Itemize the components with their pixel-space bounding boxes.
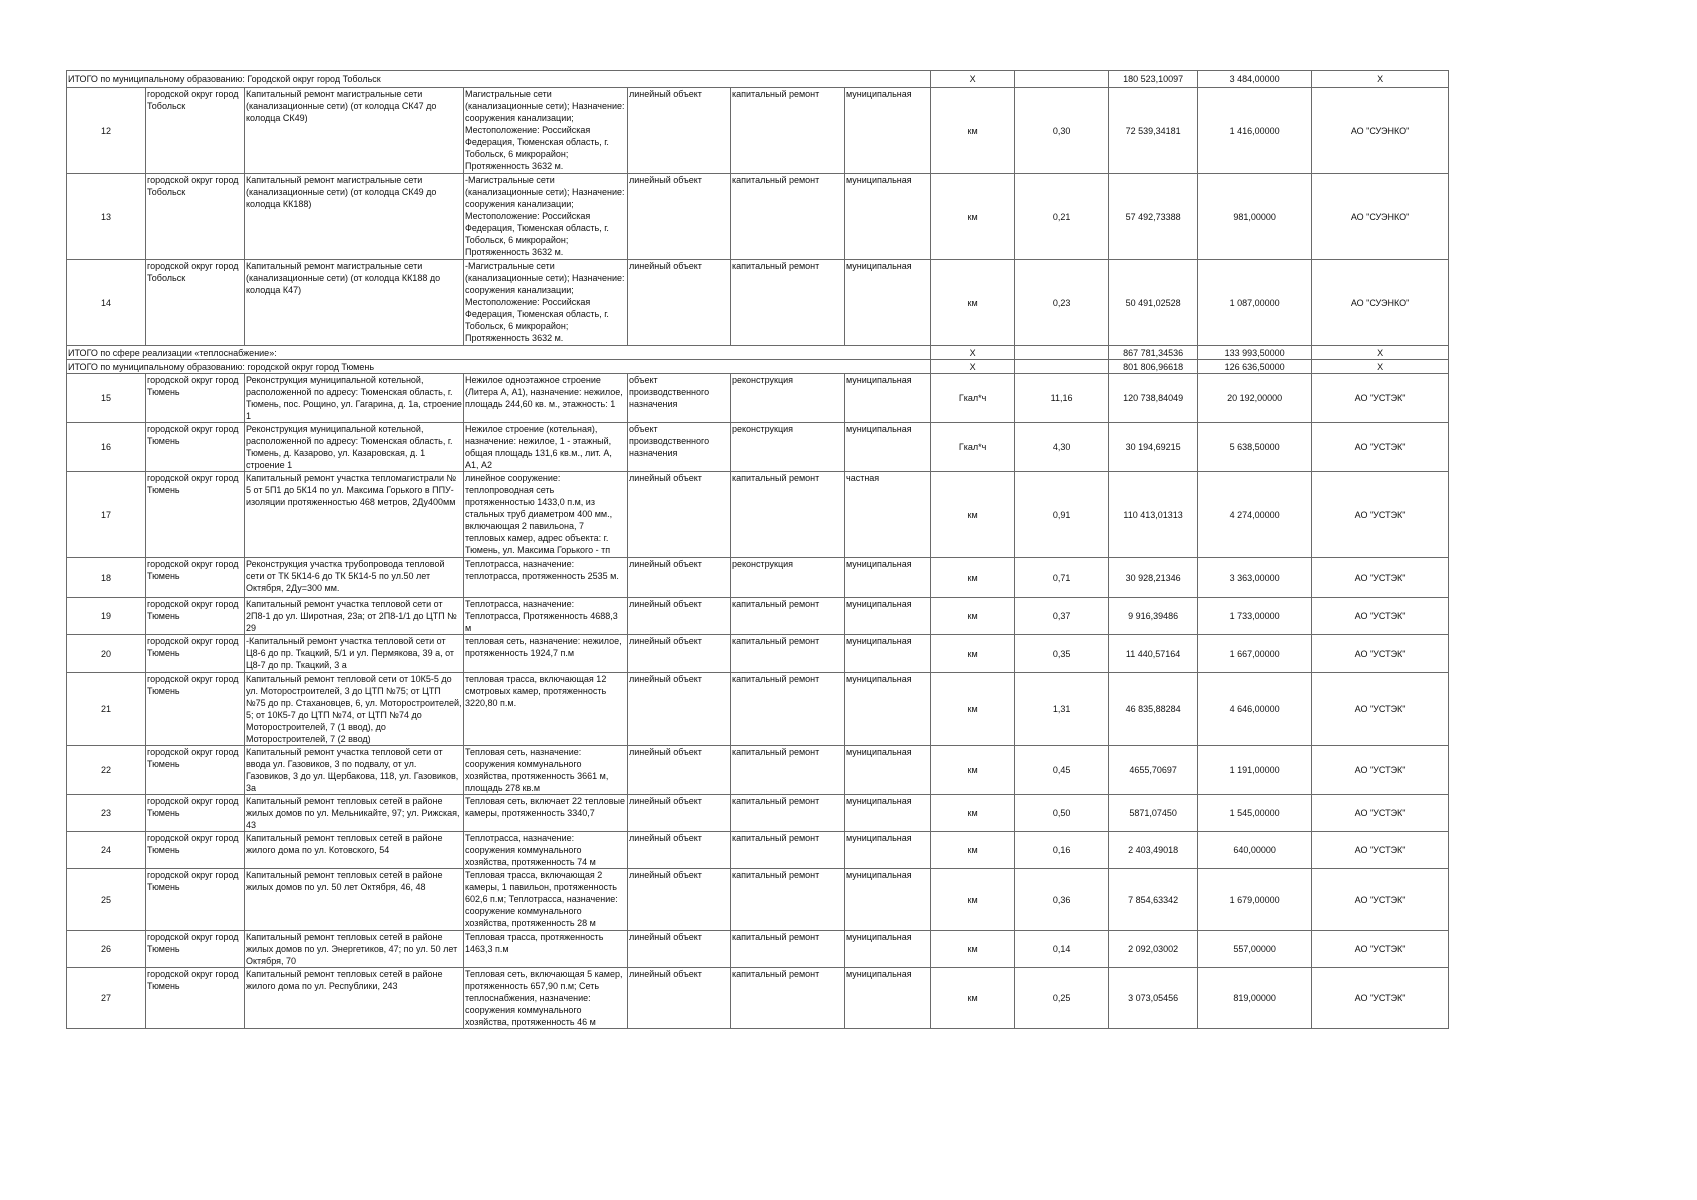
object-description-cell: Тепловая сеть, включает 22 тепловые камеры, протяженность 3340,7 (464, 795, 628, 832)
cost-cell: 7 854,63342 (1109, 869, 1198, 931)
organization-cell: АО "УСТЭК" (1312, 673, 1449, 746)
object-description-cell: Нежилое одноэтажное строение (Литера А, А1), назначение: нежилое, площадь 244,60 кв. м., этажность: 1 (464, 374, 628, 423)
capacity-cell: 981,00000 (1198, 174, 1312, 260)
cost-cell: 2 403,49018 (1109, 832, 1198, 869)
project-name-cell: Капитальный ремонт магистральные сети (канализационные сети) (от колодца КК188 до колодца К47) (245, 260, 464, 346)
quantity-cell: 0,37 (1015, 598, 1109, 635)
table-row (67, 374, 1449, 423)
object-kind-cell: объект производственного назначения (628, 423, 731, 472)
quantity-cell: 0,35 (1015, 635, 1109, 673)
work-type-cell: капитальный ремонт (731, 673, 845, 746)
total-label: ИТОГО по сфере реализации «теплоснабжение»: (67, 346, 931, 360)
ownership-cell: муниципальная (845, 635, 931, 673)
project-name-cell: Капитальный ремонт участка тепломагистрали № 5 от 5П1 до 5К14 по ул. Максима Горького в ППУ-изоляции протяженностью 468 метров, 2Ду400мм (245, 472, 464, 558)
unit-cell: км (931, 635, 1015, 673)
municipality-cell: городской округ город Тюмень (146, 795, 245, 832)
project-name-cell: Капитальный ремонт участка тепловой сети от ввода ул. Газовиков, 3 по подвалу, от ул. Газовиков, 3 до ул. Щербакова, 118, ул. Газовиков, 3а (245, 746, 464, 795)
organization-cell: АО "СУЭНКО" (1312, 174, 1449, 260)
work-type-cell: капитальный ремонт (731, 795, 845, 832)
capacity-cell: 4 646,00000 (1198, 673, 1312, 746)
row-number-cell: 24 (67, 832, 146, 869)
capacity-cell: 3 363,00000 (1198, 558, 1312, 598)
row-number-cell: 19 (67, 598, 146, 635)
table-row (67, 869, 1449, 931)
object-description-cell: Теплотрасса, назначение: сооружения коммунального хозяйства, протяженность 74 м (464, 832, 628, 869)
capacity-cell: 3 484,00000 (1198, 71, 1312, 88)
unit-cell: Гкал*ч (931, 423, 1015, 472)
quantity-cell (1015, 71, 1109, 88)
organization-cell: АО "УСТЭК" (1312, 558, 1449, 598)
row-number-cell: 17 (67, 472, 146, 558)
table-row (67, 673, 1449, 746)
project-name-cell: Капитальный ремонт участка тепловой сети от 2П8-1 до ул. Широтная, 23а; от 2П8-1/1 до ЦТП № 29 (245, 598, 464, 635)
object-kind-cell: линейный объект (628, 832, 731, 869)
ownership-cell: муниципальная (845, 88, 931, 174)
project-name-cell: Реконструкция муниципальной котельной, расположенной по адресу: Тюменская область, г. Тюмень, пос. Рощино, ул. Гагарина, д. 1а, строение 1 (246, 375, 462, 421)
municipality-cell: городской округ город Тюмень (146, 746, 245, 795)
row-number-cell: 18 (67, 558, 146, 598)
organization-cell: АО "УСТЭК" (1312, 374, 1449, 423)
total-label: ИТОГО по муниципальному образованию: Городской округ город Тобольск (67, 71, 931, 88)
project-name-cell: Капитальный ремонт тепловых сетей в районе жилого дома по ул. Котовского, 54 (245, 832, 464, 869)
municipality-cell: городской округ город Тюмень (146, 598, 245, 635)
unit-cell: км (931, 931, 1015, 968)
cost-cell: 30 194,69215 (1109, 423, 1198, 472)
ownership-cell: муниципальная (845, 598, 931, 635)
object-kind-cell: линейный объект (628, 472, 731, 558)
row-number-cell: 22 (67, 746, 146, 795)
organization-cell: АО "УСТЭК" (1312, 931, 1449, 968)
quantity-cell: 0,30 (1015, 88, 1109, 174)
work-type-cell: капитальный ремонт (731, 746, 845, 795)
municipality-cell: городской округ город Тобольск (146, 260, 245, 346)
cost-cell: 110 413,01313 (1109, 472, 1198, 558)
work-type-cell: реконструкция (731, 558, 845, 598)
row-number-cell: 21 (67, 673, 146, 746)
quantity-cell: 0,45 (1015, 746, 1109, 795)
object-kind-cell: линейный объект (628, 598, 731, 635)
work-type-cell: капитальный ремонт (731, 635, 845, 673)
municipality-cell: городской округ город Тюмень (146, 374, 245, 423)
object-kind-cell: объект производственного назначения (628, 374, 731, 423)
project-name-cell: Капитальный ремонт тепловой сети от 10К5-5 до ул. Моторостроителей, 3 до ЦТП №75; от ЦТП №75 до пр. Стахановцев, 6, ул. Моторостроителей, 5; от 10К5-7 до ЦТП №74, от ЦТП №74 до Моторостроителей, 7 (1 ввод), до Моторостроителей, 7 (2 ввод) (246, 674, 462, 744)
capacity-cell: 5 638,50000 (1198, 423, 1312, 472)
municipality-cell: городской округ город Тюмень (146, 869, 245, 931)
object-kind-cell: линейный объект (628, 174, 731, 260)
work-type-cell: капитальный ремонт (731, 931, 845, 968)
object-kind-cell: линейный объект (628, 260, 731, 346)
organization-cell: АО "СУЭНКО" (1312, 88, 1449, 174)
object-kind-cell: линейный объект (628, 746, 731, 795)
project-name-cell: Капитальный ремонт тепловых сетей в районе жилых домов по ул. Мельникайте, 97; ул. Рижская, 43 (245, 795, 464, 832)
unit-cell: км (931, 598, 1015, 635)
municipality-cell: городской округ город Тюмень (146, 558, 245, 598)
work-type-cell: капитальный ремонт (731, 472, 845, 558)
ownership-cell: муниципальная (845, 869, 931, 931)
project-name-cell: Капитальный ремонт тепловых сетей в районе жилых домов по ул. 50 лет Октября, 46, 48 (245, 869, 464, 931)
quantity-cell: 1,31 (1015, 673, 1109, 746)
work-type-cell: капитальный ремонт (731, 832, 845, 869)
row-number-cell: 23 (67, 795, 146, 832)
unit-cell: км (931, 869, 1015, 931)
municipality-cell: городской округ город Тобольск (146, 88, 245, 174)
object-kind-cell: линейный объект (628, 968, 731, 1029)
capacity-cell: 4 274,00000 (1198, 472, 1312, 558)
object-description-cell: Тепловая сеть, включающая 5 камер, протяженность 657,90 п.м; Сеть теплоснабжения, назначение: сооружения коммунального хозяйства, протяженность 46 м (464, 968, 628, 1029)
object-description-cell: Теплотрасса, назначение: теплотрасса, протяженность 2535 м. (464, 558, 628, 598)
object-kind-cell: линейный объект (628, 869, 731, 931)
quantity-cell: 0,21 (1015, 174, 1109, 260)
object-description-cell: Нежилое строение (котельная), назначение: нежилое, 1 - этажный, общая площадь 131,6 кв.м., лит. А, А1, А2 (464, 423, 628, 472)
cost-cell: 3 073,05456 (1109, 968, 1198, 1029)
quantity-cell: 0,23 (1015, 260, 1109, 346)
quantity-cell: 0,36 (1015, 869, 1109, 931)
object-description-cell: тепловая сеть, назначение: нежилое, протяженность 1924,7 п.м (464, 635, 628, 673)
organization-cell: X (1312, 346, 1449, 360)
quantity-cell: 0,25 (1015, 968, 1109, 1029)
quantity-cell: 0,71 (1015, 558, 1109, 598)
ownership-cell: муниципальная (845, 931, 931, 968)
table-body (67, 71, 1449, 1029)
organization-cell: X (1312, 71, 1449, 88)
unit-cell: км (931, 832, 1015, 869)
unit-cell: X (931, 346, 1015, 360)
work-type-cell: реконструкция (731, 423, 845, 472)
ownership-cell: муниципальная (845, 423, 931, 472)
capacity-cell: 20 192,00000 (1198, 374, 1312, 423)
table-row (67, 746, 1449, 795)
organization-cell: X (1312, 360, 1449, 374)
organization-cell: АО "УСТЭК" (1312, 598, 1449, 635)
table-row (67, 174, 1449, 260)
cost-cell: 30 928,21346 (1109, 558, 1198, 598)
table-row (67, 558, 1449, 598)
organization-cell: АО "УСТЭК" (1312, 635, 1449, 673)
ownership-cell: муниципальная (845, 374, 931, 423)
row-number-cell: 12 (67, 88, 146, 174)
quantity-cell: 11,16 (1015, 374, 1109, 423)
object-description-cell: Тепловая сеть, назначение: сооружения коммунального хозяйства, протяженность 3661 м, площадь 278 кв.м (464, 746, 628, 795)
unit-cell: км (931, 88, 1015, 174)
ownership-cell: муниципальная (845, 746, 931, 795)
ownership-cell: муниципальная (845, 174, 931, 260)
object-kind-cell: линейный объект (628, 558, 731, 598)
capacity-cell: 126 636,50000 (1198, 360, 1312, 374)
municipality-cell: городской округ город Тюмень (146, 423, 245, 472)
cost-cell: 11 440,57164 (1109, 635, 1198, 673)
total-row (67, 360, 1449, 374)
row-number-cell: 13 (67, 174, 146, 260)
municipality-cell: городской округ город Тюмень (146, 931, 245, 968)
project-name-cell: Капитальный ремонт магистральные сети (канализационные сети) (от колодца СК49 до колодца КК188) (245, 174, 464, 260)
ownership-cell: частная (845, 472, 931, 558)
quantity-cell: 0,16 (1015, 832, 1109, 869)
table-row (67, 795, 1449, 832)
object-description-cell: Магистральные сети (канализационные сети); Назначение: сооружения канализации; Местоположение: Российская Федерация, Тюменская область, г. Тобольск, 6 микрорайон; Протяженность 3632 м. (464, 88, 628, 174)
quantity-cell: 0,14 (1015, 931, 1109, 968)
object-kind-cell: линейный объект (628, 795, 731, 832)
organization-cell: АО "УСТЭК" (1312, 795, 1449, 832)
unit-cell: км (931, 558, 1015, 598)
capacity-cell: 1 679,00000 (1198, 869, 1312, 931)
row-number-cell: 16 (67, 423, 146, 472)
capacity-cell: 133 993,50000 (1198, 346, 1312, 360)
table-row (67, 472, 1449, 558)
quantity-cell: 0,91 (1015, 472, 1109, 558)
cost-cell: 4655,70697 (1109, 746, 1198, 795)
object-kind-cell: линейный объект (628, 931, 731, 968)
cost-cell: 5871,07450 (1109, 795, 1198, 832)
object-kind-cell: линейный объект (628, 635, 731, 673)
municipality-cell: городской округ город Тюмень (146, 472, 245, 558)
ownership-cell: муниципальная (845, 260, 931, 346)
unit-cell: км (931, 795, 1015, 832)
ownership-cell: муниципальная (845, 795, 931, 832)
municipality-cell: городской округ город Тюмень (146, 635, 245, 673)
object-description-cell: Теплотрасса, назначение: Теплотрасса, Протяженность 4688,3 м (464, 598, 628, 635)
cost-cell: 72 539,34181 (1109, 88, 1198, 174)
organization-cell: АО "УСТЭК" (1312, 746, 1449, 795)
project-name-cell: -Капитальный ремонт участка тепловой сети от Ц8-6 до пр. Ткацкий, 5/1 и ул. Пермякова, 39 а, от Ц8-7 до пр. Ткацкий, 3 а (245, 635, 464, 673)
table-row (67, 260, 1449, 346)
work-type-cell: капитальный ремонт (731, 869, 845, 931)
work-type-cell: капитальный ремонт (731, 260, 845, 346)
capacity-cell: 557,00000 (1198, 931, 1312, 968)
table-row (67, 598, 1449, 635)
object-kind-cell: линейный объект (628, 88, 731, 174)
municipality-cell: городской округ город Тобольск (146, 174, 245, 260)
capacity-cell: 640,00000 (1198, 832, 1312, 869)
total-row (67, 346, 1449, 360)
organization-cell: АО "УСТЭК" (1312, 968, 1449, 1029)
row-number-cell: 14 (67, 260, 146, 346)
unit-cell: км (931, 673, 1015, 746)
table-row (67, 832, 1449, 869)
work-type-cell: реконструкция (731, 374, 845, 423)
unit-cell: км (931, 968, 1015, 1029)
row-number-cell: 27 (67, 968, 146, 1029)
organization-cell: АО "СУЭНКО" (1312, 260, 1449, 346)
project-name-cell: Реконструкция участка трубопровода тепловой сети от ТК 5К14-6 до ТК 5К14-5 по ул.50 лет Октября, 2Ду=300 мм. (245, 558, 464, 598)
ownership-cell: муниципальная (845, 832, 931, 869)
work-type-cell: капитальный ремонт (731, 88, 845, 174)
total-label: ИТОГО по муниципальному образованию: городской округ город Тюмень (67, 360, 931, 374)
quantity-cell (1015, 360, 1109, 374)
ownership-cell: муниципальная (845, 673, 931, 746)
municipality-cell: городской округ город Тюмень (146, 673, 245, 746)
work-type-cell: капитальный ремонт (731, 968, 845, 1029)
capacity-cell: 819,00000 (1198, 968, 1312, 1029)
cost-cell: 50 491,02528 (1109, 260, 1198, 346)
organization-cell: АО "УСТЭК" (1312, 832, 1449, 869)
organization-cell: АО "УСТЭК" (1312, 472, 1449, 558)
unit-cell: X (931, 71, 1015, 88)
quantity-cell: 4,30 (1015, 423, 1109, 472)
capacity-cell: 1 416,00000 (1198, 88, 1312, 174)
unit-cell: км (931, 174, 1015, 260)
ownership-cell: муниципальная (845, 968, 931, 1029)
project-name-cell: Капитальный ремонт тепловых сетей в районе жилых домов по ул. Энергетиков, 47; по ул. 50 лет Октября, 70 (245, 931, 464, 968)
table-row (67, 968, 1449, 1029)
cost-cell: 180 523,10097 (1109, 71, 1198, 88)
project-name-cell: Капитальный ремонт магистральные сети (канализационные сети) (от колодца СК47 до колодца СК49) (245, 88, 464, 174)
project-name-cell: Реконструкция муниципальной котельной, расположенной по адресу: Тюменская область, г. Тюмень, д. Казарово, ул. Казаровская, д. 1 строение 1 (245, 423, 464, 472)
cost-cell: 2 092,03002 (1109, 931, 1198, 968)
row-number-cell: 15 (67, 374, 146, 423)
project-name-cell: Капитальный ремонт тепловых сетей в районе жилого дома по ул. Республики, 243 (245, 968, 464, 1029)
object-description-cell: -Магистральные сети (канализационные сети); Назначение: сооружения канализации; Местоположение: Российская Федерация, Тюменская область, г. Тобольск, 6 микрорайон; Протяженность 3632 м. (464, 260, 628, 346)
ownership-cell: муниципальная (845, 558, 931, 598)
work-type-cell: капитальный ремонт (731, 174, 845, 260)
municipality-cell: городской округ город Тюмень (146, 832, 245, 869)
unit-cell: км (931, 472, 1015, 558)
cost-cell: 801 806,96618 (1109, 360, 1198, 374)
municipality-cell: городской округ город Тюмень (146, 968, 245, 1029)
capacity-cell: 1 733,00000 (1198, 598, 1312, 635)
quantity-cell: 0,50 (1015, 795, 1109, 832)
quantity-cell (1015, 346, 1109, 360)
cost-cell: 120 738,84049 (1109, 374, 1198, 423)
cost-cell: 9 916,39486 (1109, 598, 1198, 635)
object-description-cell: Тепловая трасса, протяженность 1463,3 п.м (464, 931, 628, 968)
cost-cell: 867 781,34536 (1109, 346, 1198, 360)
total-row (67, 71, 1449, 88)
object-description-cell: линейное сооружение: теплопроводная сеть протяженностью 1433,0 п.м, из стальных труб диаметром 400 мм., включающая 2 павильона, 7 тепловых камер, адрес объекта: г. Тюмень, ул. Максима Горького - тп (464, 472, 628, 558)
unit-cell: км (931, 746, 1015, 795)
capacity-cell: 1 087,00000 (1198, 260, 1312, 346)
unit-cell: км (931, 260, 1015, 346)
object-description-cell: -Магистральные сети (канализационные сети); Назначение: сооружения канализации; Местоположение: Российская Федерация, Тюменская область, г. Тобольск, 6 микрорайон; Протяженность 3632 м. (464, 174, 628, 260)
table-row (67, 88, 1449, 174)
table-row (67, 635, 1449, 673)
capacity-cell: 1 545,00000 (1198, 795, 1312, 832)
organization-cell: АО "УСТЭК" (1312, 423, 1449, 472)
capacity-cell: 1 667,00000 (1198, 635, 1312, 673)
row-number-cell: 25 (67, 869, 146, 931)
unit-cell: Гкал*ч (931, 374, 1015, 423)
table-row (67, 931, 1449, 968)
capacity-cell: 1 191,00000 (1198, 746, 1312, 795)
object-description-cell: тепловая трасса, включающая 12 смотровых камер, протяженность 3220,80 п.м. (464, 673, 628, 746)
organization-cell: АО "УСТЭК" (1312, 869, 1449, 931)
row-number-cell: 26 (67, 931, 146, 968)
row-number-cell: 20 (67, 635, 146, 673)
object-description-cell: Тепловая трасса, включающая 2 камеры, 1 павильон, протяженность 602,6 п.м; Теплотрасса, назначение: сооружение коммунального хозяйства, протяженность 28 м (464, 869, 628, 931)
cost-cell: 46 835,88284 (1109, 673, 1198, 746)
object-kind-cell: линейный объект (628, 673, 731, 746)
work-type-cell: капитальный ремонт (731, 598, 845, 635)
unit-cell: X (931, 360, 1015, 374)
cost-cell: 57 492,73388 (1109, 174, 1198, 260)
investment-program-table (66, 70, 1449, 1029)
table-row (67, 423, 1449, 472)
